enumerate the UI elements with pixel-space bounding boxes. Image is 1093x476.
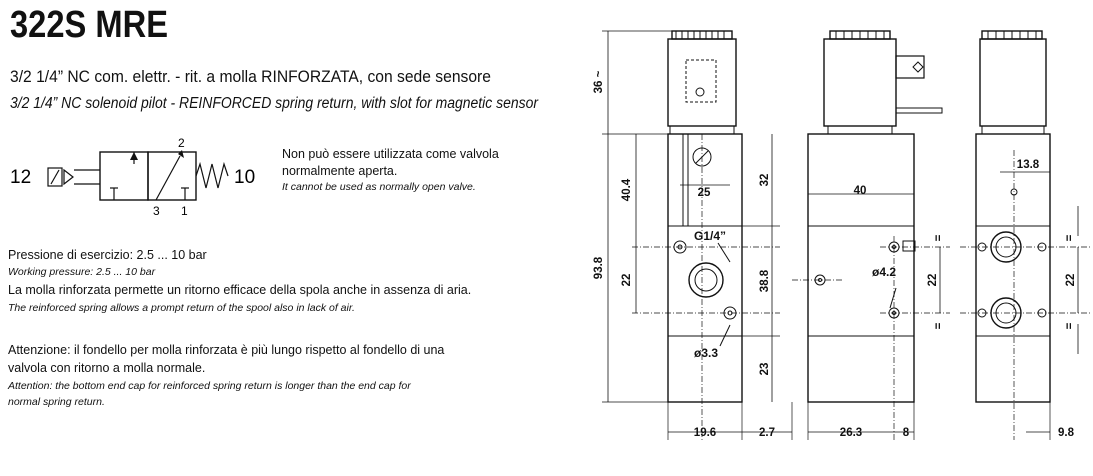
port-3-label: 3 xyxy=(153,204,160,218)
dim-40: 40 xyxy=(853,185,867,197)
technical-drawing xyxy=(580,0,1093,476)
port-g14-icon xyxy=(689,263,723,297)
page-title: 322S MRE xyxy=(10,4,169,46)
pilot-triangle xyxy=(64,170,73,184)
valve-position-left xyxy=(100,152,148,200)
spring-icon xyxy=(196,164,228,188)
valve-body-rear xyxy=(976,134,1050,402)
equal-mark: = xyxy=(1064,322,1076,330)
valve-body-side xyxy=(808,134,914,402)
dim-22-front: 22 xyxy=(621,273,633,287)
port-1-label: 1 xyxy=(181,204,188,218)
dim-25: 25 xyxy=(697,187,711,199)
dim-22-side: 22 xyxy=(927,273,939,287)
dim-2-7: 2.7 xyxy=(759,427,775,439)
subtitle-english: 3/2 1/4” NC solenoid pilot - REINFORCED spring return, with slot for magnetic sensor xyxy=(10,95,538,112)
dim-22-rear: 22 xyxy=(1065,273,1077,287)
spring-italian: La molla rinforzata permette un ritorno efficace della spola anche in assenza di aria. xyxy=(8,283,472,297)
label-g14: G1/4” xyxy=(693,229,727,243)
attention-italian-line2: valvola con ritorno a molla normale. xyxy=(8,361,206,375)
equal-mark: = xyxy=(1064,234,1076,242)
side-view xyxy=(792,31,950,440)
equal-mark: = xyxy=(933,322,945,330)
port-10-label: 10 xyxy=(234,167,256,188)
dim-26-3: 26.3 xyxy=(839,427,863,439)
spring-english: The reinforced spring allows a prompt return of the spool also in lack of air. xyxy=(8,302,355,314)
dim-23: 23 xyxy=(759,362,771,376)
attention-english-line2: normal spring return. xyxy=(8,396,105,408)
subtitle-italian: 3/2 1/4” NC com. elettr. - rit. a molla RINFORZATA, con sede sensore xyxy=(10,67,491,86)
dim-32: 32 xyxy=(759,173,771,187)
solenoid-coil xyxy=(668,39,736,126)
attention-italian-line1: Attenzione: il fondello per molla rinforzata è più lungo rispetto al fondello di una xyxy=(8,343,445,357)
dim-36: 36 ~ xyxy=(593,70,605,94)
note-english: It cannot be used as normally open valve. xyxy=(282,181,476,193)
dim-93-8: 93.8 xyxy=(593,256,605,280)
equal-mark: = xyxy=(933,234,945,242)
pressure-italian: Pressione di esercizio: 2.5 ... 10 bar xyxy=(8,248,207,262)
label-d3-3: ø3.3 xyxy=(693,346,719,360)
valve-symbol xyxy=(0,130,280,220)
pressure-english: Working pressure: 2.5 ... 10 bar xyxy=(8,266,156,278)
dim-40-4: 40.4 xyxy=(621,178,633,202)
attention-english-line1: Attention: the bottom end cap for reinforced spring return is longer than the end cap for xyxy=(8,380,411,392)
dim-38-8: 38.8 xyxy=(759,269,771,293)
port-12-label: 12 xyxy=(10,167,32,188)
dim-19-6: 19.6 xyxy=(693,427,717,439)
label-d4-2: ø4.2 xyxy=(871,265,897,279)
valve-body-front xyxy=(668,134,742,402)
note-italian: Non può essere utilizzata come valvola normalmente aperta. xyxy=(282,147,499,178)
dim-8: 8 xyxy=(902,427,910,439)
dim-9-8: 9.8 xyxy=(1058,427,1074,439)
dim-13-8: 13.8 xyxy=(1016,159,1040,171)
valve-position-right xyxy=(148,152,196,200)
port-2-label: 2 xyxy=(178,136,185,150)
